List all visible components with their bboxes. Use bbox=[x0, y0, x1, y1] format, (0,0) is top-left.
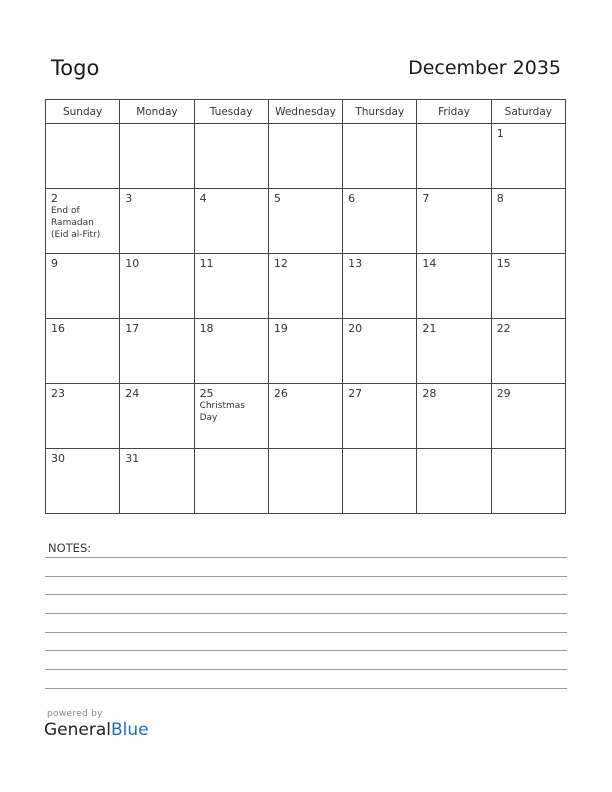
notes-label: NOTES: bbox=[48, 541, 92, 555]
day-cell bbox=[491, 449, 565, 514]
day-cell bbox=[417, 449, 491, 514]
note-line bbox=[45, 613, 567, 614]
day-number: 7 bbox=[422, 192, 430, 205]
day-number: 30 bbox=[51, 452, 65, 465]
day-cell bbox=[194, 124, 268, 189]
country-title: Togo bbox=[51, 56, 100, 80]
day-number: 8 bbox=[496, 192, 504, 205]
day-number: 21 bbox=[422, 322, 437, 335]
holiday-label: End of Ramadan (Eid al-Fitr) bbox=[51, 206, 101, 240]
day-cell bbox=[46, 254, 120, 319]
note-line bbox=[45, 669, 567, 670]
day-number: 11 bbox=[199, 257, 214, 270]
day-number: 15 bbox=[496, 257, 511, 270]
day-cell bbox=[343, 189, 417, 254]
day-cell bbox=[46, 384, 120, 449]
weekday-header-row bbox=[46, 100, 566, 124]
weekday-saturday: Saturday bbox=[491, 100, 565, 124]
day-cell bbox=[46, 319, 120, 384]
week-row bbox=[46, 319, 566, 384]
day-cell bbox=[120, 319, 194, 384]
day-number: 6 bbox=[348, 192, 356, 205]
note-line bbox=[45, 688, 567, 689]
day-number: 9 bbox=[51, 257, 58, 270]
day-cell bbox=[120, 449, 194, 514]
calendar-grid bbox=[45, 99, 566, 514]
day-number: 31 bbox=[125, 452, 140, 465]
day-cell bbox=[120, 189, 194, 254]
day-number: 26 bbox=[273, 387, 288, 400]
day-number: 24 bbox=[125, 387, 140, 400]
day-number: 5 bbox=[273, 192, 281, 205]
note-line bbox=[45, 576, 567, 577]
day-number bbox=[269, 124, 342, 127]
day-number: 3 bbox=[125, 192, 133, 205]
day-cell bbox=[343, 254, 417, 319]
note-line bbox=[45, 594, 567, 595]
day-number: 12 bbox=[273, 257, 288, 270]
month-year-title: December 2035 bbox=[408, 57, 561, 79]
note-line bbox=[45, 632, 567, 633]
day-cell bbox=[417, 124, 491, 189]
day-cell bbox=[491, 124, 565, 189]
day-cell bbox=[268, 449, 342, 514]
day-cell bbox=[120, 254, 194, 319]
holiday-label: Christmas Day bbox=[199, 401, 245, 423]
day-cell bbox=[491, 319, 565, 384]
day-number: 14 bbox=[422, 257, 437, 270]
day-cell bbox=[491, 189, 565, 254]
day-cell bbox=[268, 384, 342, 449]
day-number: 25 bbox=[199, 387, 214, 400]
weekday-thursday: Thursday bbox=[343, 100, 417, 124]
day-number: 20 bbox=[348, 322, 363, 335]
day-number bbox=[343, 449, 416, 452]
day-number bbox=[120, 124, 193, 127]
day-number: 18 bbox=[199, 322, 214, 335]
week-row bbox=[46, 449, 566, 514]
day-cell bbox=[268, 189, 342, 254]
day-cell bbox=[268, 319, 342, 384]
day-number bbox=[195, 449, 268, 452]
week-row bbox=[46, 124, 566, 189]
day-number bbox=[46, 124, 119, 127]
day-cell bbox=[268, 254, 342, 319]
day-cell bbox=[120, 384, 194, 449]
day-cell bbox=[120, 124, 194, 189]
day-cell bbox=[343, 124, 417, 189]
week-row bbox=[46, 254, 566, 319]
day-cell bbox=[491, 254, 565, 319]
weekday-sunday: Sunday bbox=[46, 100, 120, 124]
day-cell bbox=[343, 449, 417, 514]
powered-by-text: powered by bbox=[47, 709, 103, 719]
note-line bbox=[45, 557, 567, 558]
day-number: 19 bbox=[273, 322, 288, 335]
day-number bbox=[269, 449, 342, 452]
day-number bbox=[417, 124, 490, 127]
week-row bbox=[46, 384, 566, 449]
day-cell bbox=[194, 449, 268, 514]
day-cell bbox=[417, 189, 491, 254]
weekday-friday: Friday bbox=[417, 100, 491, 124]
day-number bbox=[343, 124, 416, 127]
day-cell bbox=[46, 124, 120, 189]
day-number: 17 bbox=[125, 322, 140, 335]
note-line bbox=[45, 650, 567, 651]
day-number: 16 bbox=[51, 322, 65, 335]
weekday-tuesday: Tuesday bbox=[194, 100, 268, 124]
day-cell bbox=[46, 449, 120, 514]
day-number: 27 bbox=[348, 387, 363, 400]
day-number: 13 bbox=[348, 257, 363, 270]
day-cell bbox=[194, 189, 268, 254]
day-number bbox=[195, 124, 268, 127]
day-cell bbox=[417, 254, 491, 319]
day-number: 2 bbox=[51, 192, 58, 205]
day-cell bbox=[194, 384, 268, 449]
day-cell bbox=[46, 189, 120, 254]
day-number bbox=[492, 449, 565, 452]
weekday-monday: Monday bbox=[120, 100, 194, 124]
brand-general: General bbox=[44, 720, 111, 740]
day-number: 10 bbox=[125, 257, 140, 270]
day-cell bbox=[417, 384, 491, 449]
generalblue-logo[interactable] bbox=[44, 720, 149, 740]
day-cell bbox=[194, 254, 268, 319]
weekday-wednesday: Wednesday bbox=[268, 100, 342, 124]
day-number: 23 bbox=[51, 387, 65, 400]
day-cell bbox=[417, 319, 491, 384]
day-number: 4 bbox=[199, 192, 207, 205]
day-cell bbox=[343, 384, 417, 449]
day-number: 29 bbox=[496, 387, 511, 400]
day-number bbox=[417, 449, 490, 452]
day-cell bbox=[491, 384, 565, 449]
day-number: 28 bbox=[422, 387, 437, 400]
day-number: 1 bbox=[496, 127, 504, 140]
week-row bbox=[46, 189, 566, 254]
day-number: 22 bbox=[496, 322, 511, 335]
day-cell bbox=[194, 319, 268, 384]
day-cell bbox=[343, 319, 417, 384]
brand-blue: Blue bbox=[111, 720, 149, 740]
day-cell bbox=[268, 124, 342, 189]
